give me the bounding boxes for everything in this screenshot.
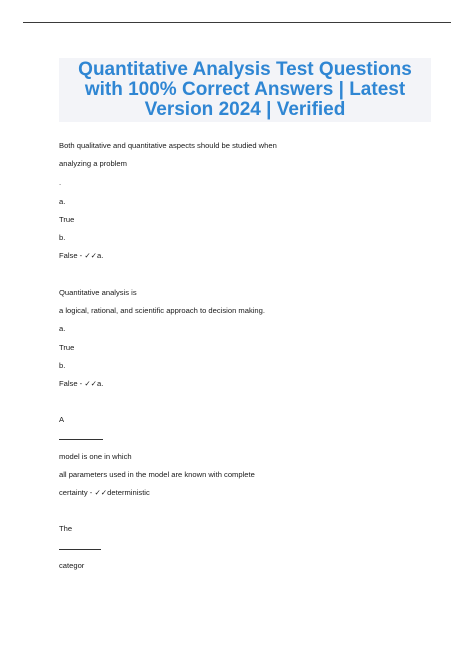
text-line: a.: [59, 197, 66, 206]
text-line: b.: [59, 361, 66, 370]
text-line: analyzing a problem: [59, 159, 127, 168]
text-line: Both qualitative and quantitative aspects should be studied when: [59, 141, 277, 150]
text-line: model is one in which: [59, 452, 132, 461]
fill-in-blank: [59, 433, 103, 443]
fill-in-blank: [59, 543, 101, 553]
title-banner: [59, 58, 431, 122]
answer-line: False - ✓✓a.: [59, 251, 104, 260]
text-line: True: [59, 215, 75, 224]
text-line: b.: [59, 233, 66, 242]
page-top-rule: [23, 22, 451, 23]
text-line: A: [59, 415, 65, 424]
answer-line: certainty - ✓✓deterministic: [59, 488, 150, 497]
text-line: Quantitative analysis is: [59, 288, 137, 297]
document-title: Quantitative Analysis Test Questions with 100% Correct Answers | Latest Version 2024 | Verified: [78, 59, 412, 120]
text-line: True: [59, 343, 75, 352]
text-line: a logical, rational, and scientific approach to decision making.: [59, 306, 265, 315]
text-line: a.: [59, 324, 66, 333]
answer-line: False - ✓✓a.: [59, 379, 104, 388]
text-line: categor: [59, 561, 85, 570]
text-line: .: [59, 178, 62, 187]
text-line: The: [59, 524, 73, 533]
text-line: all parameters used in the model are known with complete: [59, 470, 255, 479]
